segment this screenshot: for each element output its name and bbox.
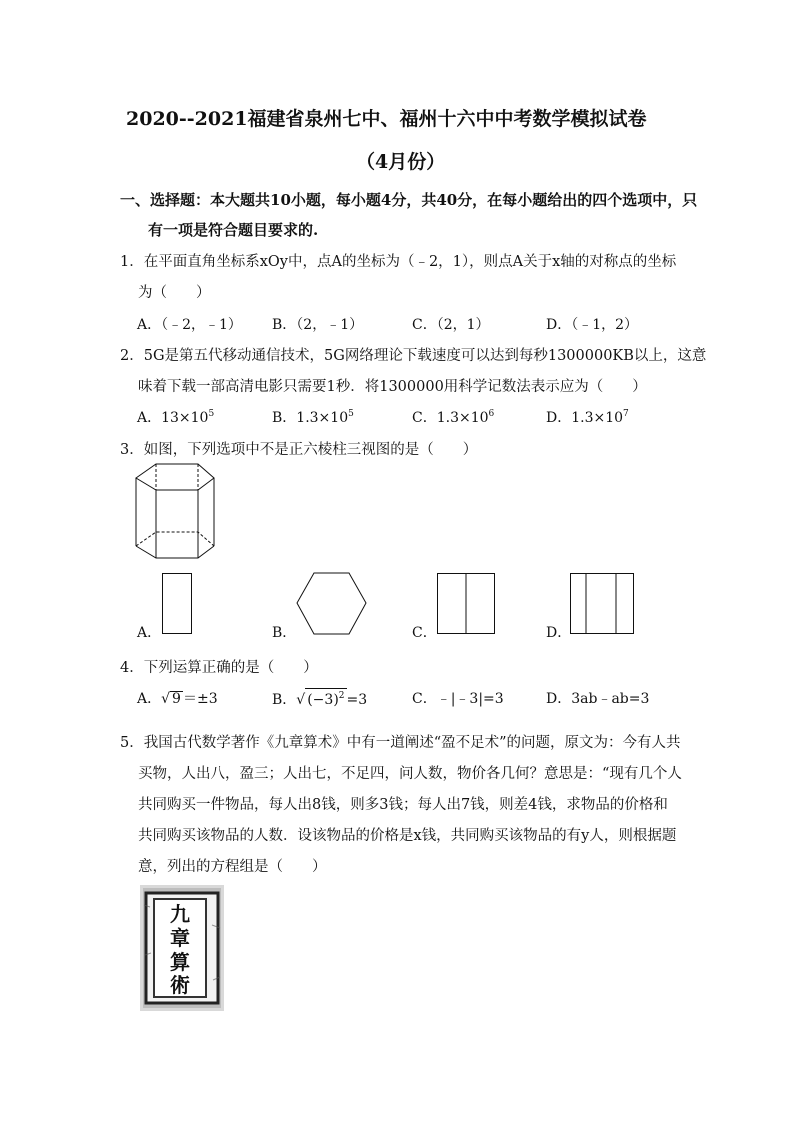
q1-option-b: B．（2，﹣1） — [272, 317, 364, 333]
seal-char-4: 術 — [170, 973, 190, 997]
q2-line2: 味着下载一部高清电影只需要1秒．将1300000用科学记数法表示应为（ ） — [138, 379, 647, 395]
q5-line5: 意，列出的方程组是（ ） — [138, 859, 327, 875]
q1-option-c: C．（2，1） — [412, 317, 490, 333]
q3-option-a-label: A． — [137, 625, 162, 641]
seal-char-3: 算 — [170, 950, 190, 974]
q4-a-radicand: 9 — [172, 691, 181, 707]
q5-line3: 共同购买一件物品，每人出8钱，则多3钱；每人出7钱，则差4钱，求物品的价格和 — [138, 797, 668, 813]
q3-option-b-figure — [296, 572, 368, 636]
q3-option-c-label: C． — [412, 625, 437, 641]
q2-line1: 2．5G是第五代移动通信技术，5G网络理论下载速度可以达到每秒1300000KB以上，这意 — [120, 348, 707, 364]
q1-option-a: A．（﹣2，﹣1） — [137, 317, 242, 333]
q2-option-b: B．$1.3\times 10^5$ — [272, 409, 354, 426]
q4-option-c: C．﹣|﹣3|=3 — [412, 691, 504, 707]
page-subtitle: （4月份） — [356, 151, 446, 173]
q1-line1: 1．在平面直角坐标系xOy中，点A的坐标为（﹣2，1），则点A关于x轴的对称点的坐标 — [120, 254, 677, 270]
q4-option-a: A．√ 9 ＝±3 — [137, 691, 218, 707]
q5-line1: 5．我国古代数学著作《九章算术》中有一道阐述“盈不足术”的问题，原文为：今有人共 — [120, 735, 681, 751]
q3-option-c-figure — [437, 573, 497, 635]
q5-line4: 共同购买该物品的人数．设该物品的价格是x钱，共同购买该物品的有y人，则根据题 — [138, 828, 677, 844]
hexagonal-prism-figure — [134, 462, 218, 562]
q1-option-d: D．（﹣1，2） — [546, 317, 639, 333]
section-heading-line1: 一、选择题：本大题共10小题，每小题4分，共40分，在每小题给出的四个选项中，只 — [120, 191, 698, 209]
jiuzhang-suanshu-seal-image — [140, 885, 224, 1011]
seal-char-1: 九 — [170, 902, 190, 926]
q3-option-d-label: D． — [546, 625, 572, 641]
page-title: 2020--2021福建省泉州七中、福州十六中中考数学模拟试卷 — [126, 108, 647, 130]
q3-option-b-label: B． — [272, 625, 297, 641]
q1-line2: 为（ ） — [138, 285, 211, 301]
seal-char-2: 章 — [170, 926, 190, 950]
q2-option-d: D．$1.3\times 10^7$ — [546, 409, 629, 426]
q5-line2: 买物，人出八，盈三；人出七，不足四，问人数，物价各几何？意思是：“现有几个人 — [138, 766, 682, 782]
q3-option-d-figure — [570, 573, 636, 635]
q4-b-radicand: $(-3)^2$ — [305, 688, 346, 708]
q4-option-b: B．√ $(-3)^2 =3$ — [272, 688, 367, 709]
q2-option-c: C．$1.3\times 10^6$ — [412, 409, 495, 426]
q3-line1: 3．如图，下列选项中不是正六棱柱三视图的是（ ） — [120, 442, 478, 458]
q3-option-a-figure — [162, 573, 194, 635]
q4-line1: 4．下列运算正确的是（ ） — [120, 660, 318, 676]
q2-option-a: A．$13\times 10^5$ — [137, 409, 215, 426]
q4-option-d: D．3ab﹣ab=3 — [546, 691, 650, 707]
section-heading-line2: 有一项是符合题目要求的. — [148, 221, 319, 239]
